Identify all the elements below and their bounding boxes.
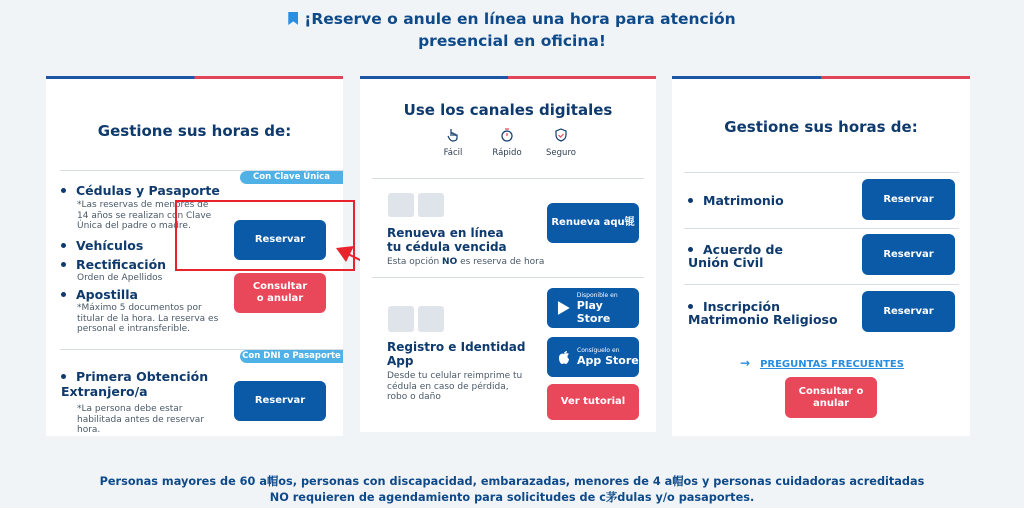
consult-cancel-button[interactable]: Consultar o anular (234, 273, 326, 313)
feature-facil (438, 128, 468, 158)
feature-label: Fácil (443, 148, 463, 158)
renew-note-post: es reserva de hora (457, 257, 545, 267)
divider (372, 277, 644, 278)
hero-line-2: presencial en oficina! (418, 32, 606, 50)
footer-notice (0, 474, 1024, 506)
bullet (61, 243, 66, 248)
bullet (688, 304, 693, 309)
hero-line-1: ¡Reserve o anule en línea una hora para atención (304, 10, 736, 28)
apple-icon (557, 349, 571, 365)
bullet (61, 374, 66, 379)
play-store-big: Play Store (576, 298, 611, 325)
renew-note-pre: Esta opción (387, 257, 443, 267)
item-matrimonio (688, 193, 784, 208)
reserve-matrimonio-button[interactable]: Reservar (862, 179, 955, 220)
annotation-highlight-box (175, 200, 355, 271)
faq-label: PREGUNTAS FRECUENTES (760, 359, 904, 370)
item-note-primera-obtencion: *La persona debe estar habilitada antes de reservar hora. (77, 404, 205, 435)
item-label: Rectificación (76, 257, 167, 272)
bullet (688, 247, 693, 252)
item-label: Acuerdo de Unión Civil (688, 242, 783, 270)
divider (684, 228, 959, 229)
pill-clave-unica: Con Clave Única (240, 171, 343, 184)
play-store-small: Disponible en (576, 291, 618, 299)
item-note-rectificacion: Orden de Apellidos (77, 273, 163, 283)
item-label: Primera Obtención Extranjero/a (61, 369, 209, 399)
middle-card (360, 76, 656, 432)
item-label: Matrimonio (703, 193, 784, 208)
item-vehiculos (61, 238, 143, 253)
app-title: Registro e Identidad App (387, 340, 526, 368)
bullet (61, 292, 66, 297)
right-card (672, 76, 970, 436)
laptop-icon (388, 193, 414, 217)
app-store-button[interactable] (547, 337, 639, 377)
divider (684, 172, 959, 173)
feature-rapido (488, 128, 526, 158)
reserve-foreign-button[interactable]: Reservar (234, 381, 326, 421)
renew-here-button[interactable]: Renueva aqu锟 (547, 203, 639, 243)
phone-icon (388, 306, 414, 332)
pill-dni: Con DNI o Pasaporte (240, 350, 343, 363)
bullet (61, 188, 66, 193)
renew-note (387, 257, 557, 268)
card-top-stripe (46, 76, 343, 79)
item-apostilla (61, 287, 138, 302)
divider (684, 284, 959, 285)
left-card-title: Gestione sus horas de: (97, 122, 292, 140)
id-card-icon (418, 193, 444, 217)
footer-line-1: Personas mayores de 60 a帽os, personas con discapacidad, embarazadas, menores de 4 a帽os y personas cuidadoras acreditadas (99, 475, 925, 488)
shield-check-icon (554, 128, 568, 142)
item-cedulas (61, 183, 220, 198)
item-label: Apostilla (76, 287, 138, 302)
consult-cancel-right-button[interactable]: Consultar o anular (785, 377, 877, 418)
feature-label: Seguro (546, 148, 576, 158)
id-card-icon (418, 306, 444, 332)
item-note-cedulas: *Las reservas de menores de 14 años se realizan con Clave Única del padre o madre. (77, 200, 212, 231)
item-label: Inscripción Matrimonio Religioso (688, 299, 838, 327)
divider (372, 178, 644, 179)
reserve-religioso-button[interactable]: Reservar (862, 291, 955, 332)
card-top-stripe (360, 76, 656, 79)
card-top-stripe (672, 76, 970, 79)
item-label: Vehículos (76, 238, 144, 253)
stopwatch-icon (500, 128, 514, 142)
arrow-right-icon: → (740, 356, 751, 370)
bullet (61, 262, 66, 267)
middle-card-title: Use los canales digitales (403, 101, 613, 119)
reserve-auc-button[interactable]: Reservar (862, 234, 955, 275)
hand-pointer-icon (446, 128, 460, 142)
renew-note-bold: NO (442, 257, 458, 267)
bookmark-icon (288, 12, 298, 25)
item-rectificacion (61, 257, 166, 272)
app-note: Desde tu celular reimprime tu cédula en caso de pérdida, robo o daño (387, 371, 523, 402)
item-note-apostilla: *Máximo 5 documentos por titular de la hora. La reserva es personal e intransferible. (77, 303, 219, 334)
item-religioso (688, 300, 838, 326)
bullet (688, 198, 693, 203)
item-label: Cédulas y Pasaporte (76, 183, 220, 198)
right-card-title: Gestione sus horas de: (724, 118, 918, 136)
footer-line-2: NO requieren de agendamiento para solicitudes de c茅dulas y/o pasaportes. (269, 491, 755, 504)
app-store-small: Consíguelo en (577, 347, 620, 354)
app-store-big: App Store (577, 354, 639, 367)
reserve-button[interactable]: Reservar (234, 220, 326, 260)
item-primera-obtencion (61, 369, 226, 399)
item-auc (688, 243, 818, 269)
faq-link[interactable] (740, 352, 904, 371)
hero-heading (0, 8, 1024, 52)
tutorial-button[interactable]: Ver tutorial (547, 384, 639, 420)
feature-seguro (544, 128, 578, 158)
play-store-button[interactable] (547, 288, 639, 328)
renew-title: Renueva en línea tu cédula vencida (387, 226, 507, 254)
feature-label: Rápido (492, 148, 522, 158)
play-store-icon (557, 300, 571, 316)
